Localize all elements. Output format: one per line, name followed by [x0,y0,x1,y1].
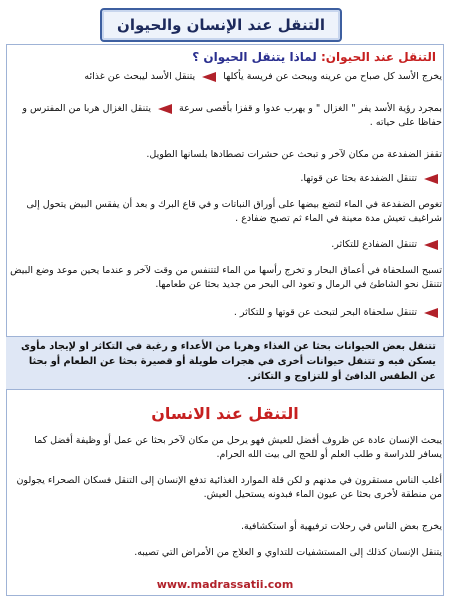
frog-hunt-conclusion: تتنقل الضفدعة بحثا عن قوتها. [300,173,417,184]
turtle-conclusion: تتنقل سلحفاة البحر لتبحث عن قوتها و للتكاثر . [233,307,417,318]
paragraph-human-1 [10,434,442,462]
footer-website: www.madrassatii.com [156,578,294,591]
summary-band [6,336,444,390]
human-heading: التنقل عند الانسان [151,404,299,423]
paragraph-turtle-conclusion [10,306,442,320]
paragraph-lion [10,70,442,84]
frog-breed-text: تغوص الضفدعة في الماء لتضع بيضها على أوراق النباتات و في قاع البرك و بعد أن يفقس البيض يتحول إلى شراغيف تعيش مدة معينة في الماء ثم تصبح ضفادع . [26,199,442,224]
paragraph-human-2 [10,474,442,502]
human-text-1: يبحث الإنسان عادة عن ظروف أفضل للعيش فهو يرحل من مكان لآخر بحثا عن عمل أو وظيفة أفضل كما يسافر للدراسة و طلب العلم أو للحج الى بيت الله الحرام. [34,435,442,460]
gazelle-text: بمجرد رؤية الأسد يفر " الغزال " و يهرب عدوا و قفزا بأقصى سرعة [179,103,442,114]
summary-text: تتنقل بعض الحيوانات بحثا عن الغذاء وهربا من الأعداء و رغبة في التكاثر او لإيجاد مأوى يسكن فيه و تتنقل حيوانات أخرى في هجرات طويلة أو قصيرة بحثا عن الطعام أو بحثا عن الطقس الدافئ أو للتزاوج و التكاثر. [21,341,436,382]
arrow-icon [424,240,438,250]
paragraph-human-3 [10,520,442,534]
arrow-icon [158,104,172,114]
human-text-2: أغلب الناس مستقرون في مدنهم و لكن قلة الموارد الغذائية تدفع الإنسان إلى التنقل فسكان الصحراء يجولون من منطقة لأخرى بحثا عن عيون الماء فبدونه يستحيل العيش. [16,475,442,500]
paragraph-turtle [10,264,442,292]
gazelle-conclusion: يتنقل الغزال هربا من المفترس و حفاظا على حياته . [22,103,442,128]
human-text-4: يتنقل الإنسان كذلك إلى المستشفيات للتداوي و العلاج من الأمراض التي تصيبه. [134,547,442,558]
paragraph-frog-breed [10,198,442,226]
frog-breed-conclusion: تتنقل الضفادع للتكاثر. [331,239,417,250]
paragraph-gazelle [10,102,442,130]
animals-heading [10,50,436,64]
arrow-icon [424,174,438,184]
paragraph-frog-breed-conclusion [10,238,442,252]
page-title: التنقل عند الإنسان والحيوان [117,16,325,34]
paragraph-human-4 [10,546,442,560]
paragraph-frog-hunt-conclusion [10,172,442,186]
arrow-icon [424,308,438,318]
arrow-icon [202,72,216,82]
title-box [100,8,342,42]
lion-conclusion: يتنقل الأسد ليبحث عن غذائه [84,71,196,82]
paragraph-frog-hunt [10,148,442,162]
turtle-text: تسبح السلحفاة في أعماق البحار و تخرج رأسها من الماء لتتنفس من وقت لآخر و عندما يحين موعد وضع البيض تتنقل نحو الشاطئ في الرمال و تعود الى البحر من جديد بحثا عن طعامها. [10,265,442,290]
frog-hunt-text: تقفز الضفدعة من مكان لآخر و تبحث عن حشرات تصطادها بلسانها الطويل. [146,149,442,160]
lion-text: يخرج الأسد كل صباح من عرينه ويبحث عن فريسة يأكلها [223,71,442,82]
animals-heading-red: التنقل عند الحيوان: [321,50,436,64]
animals-heading-question: لماذا يتنقل الحيوان ؟ [192,50,321,64]
human-text-3: يخرج بعض الناس في رحلات ترفيهية أو استكشافية. [240,521,442,532]
animals-section [10,50,440,68]
